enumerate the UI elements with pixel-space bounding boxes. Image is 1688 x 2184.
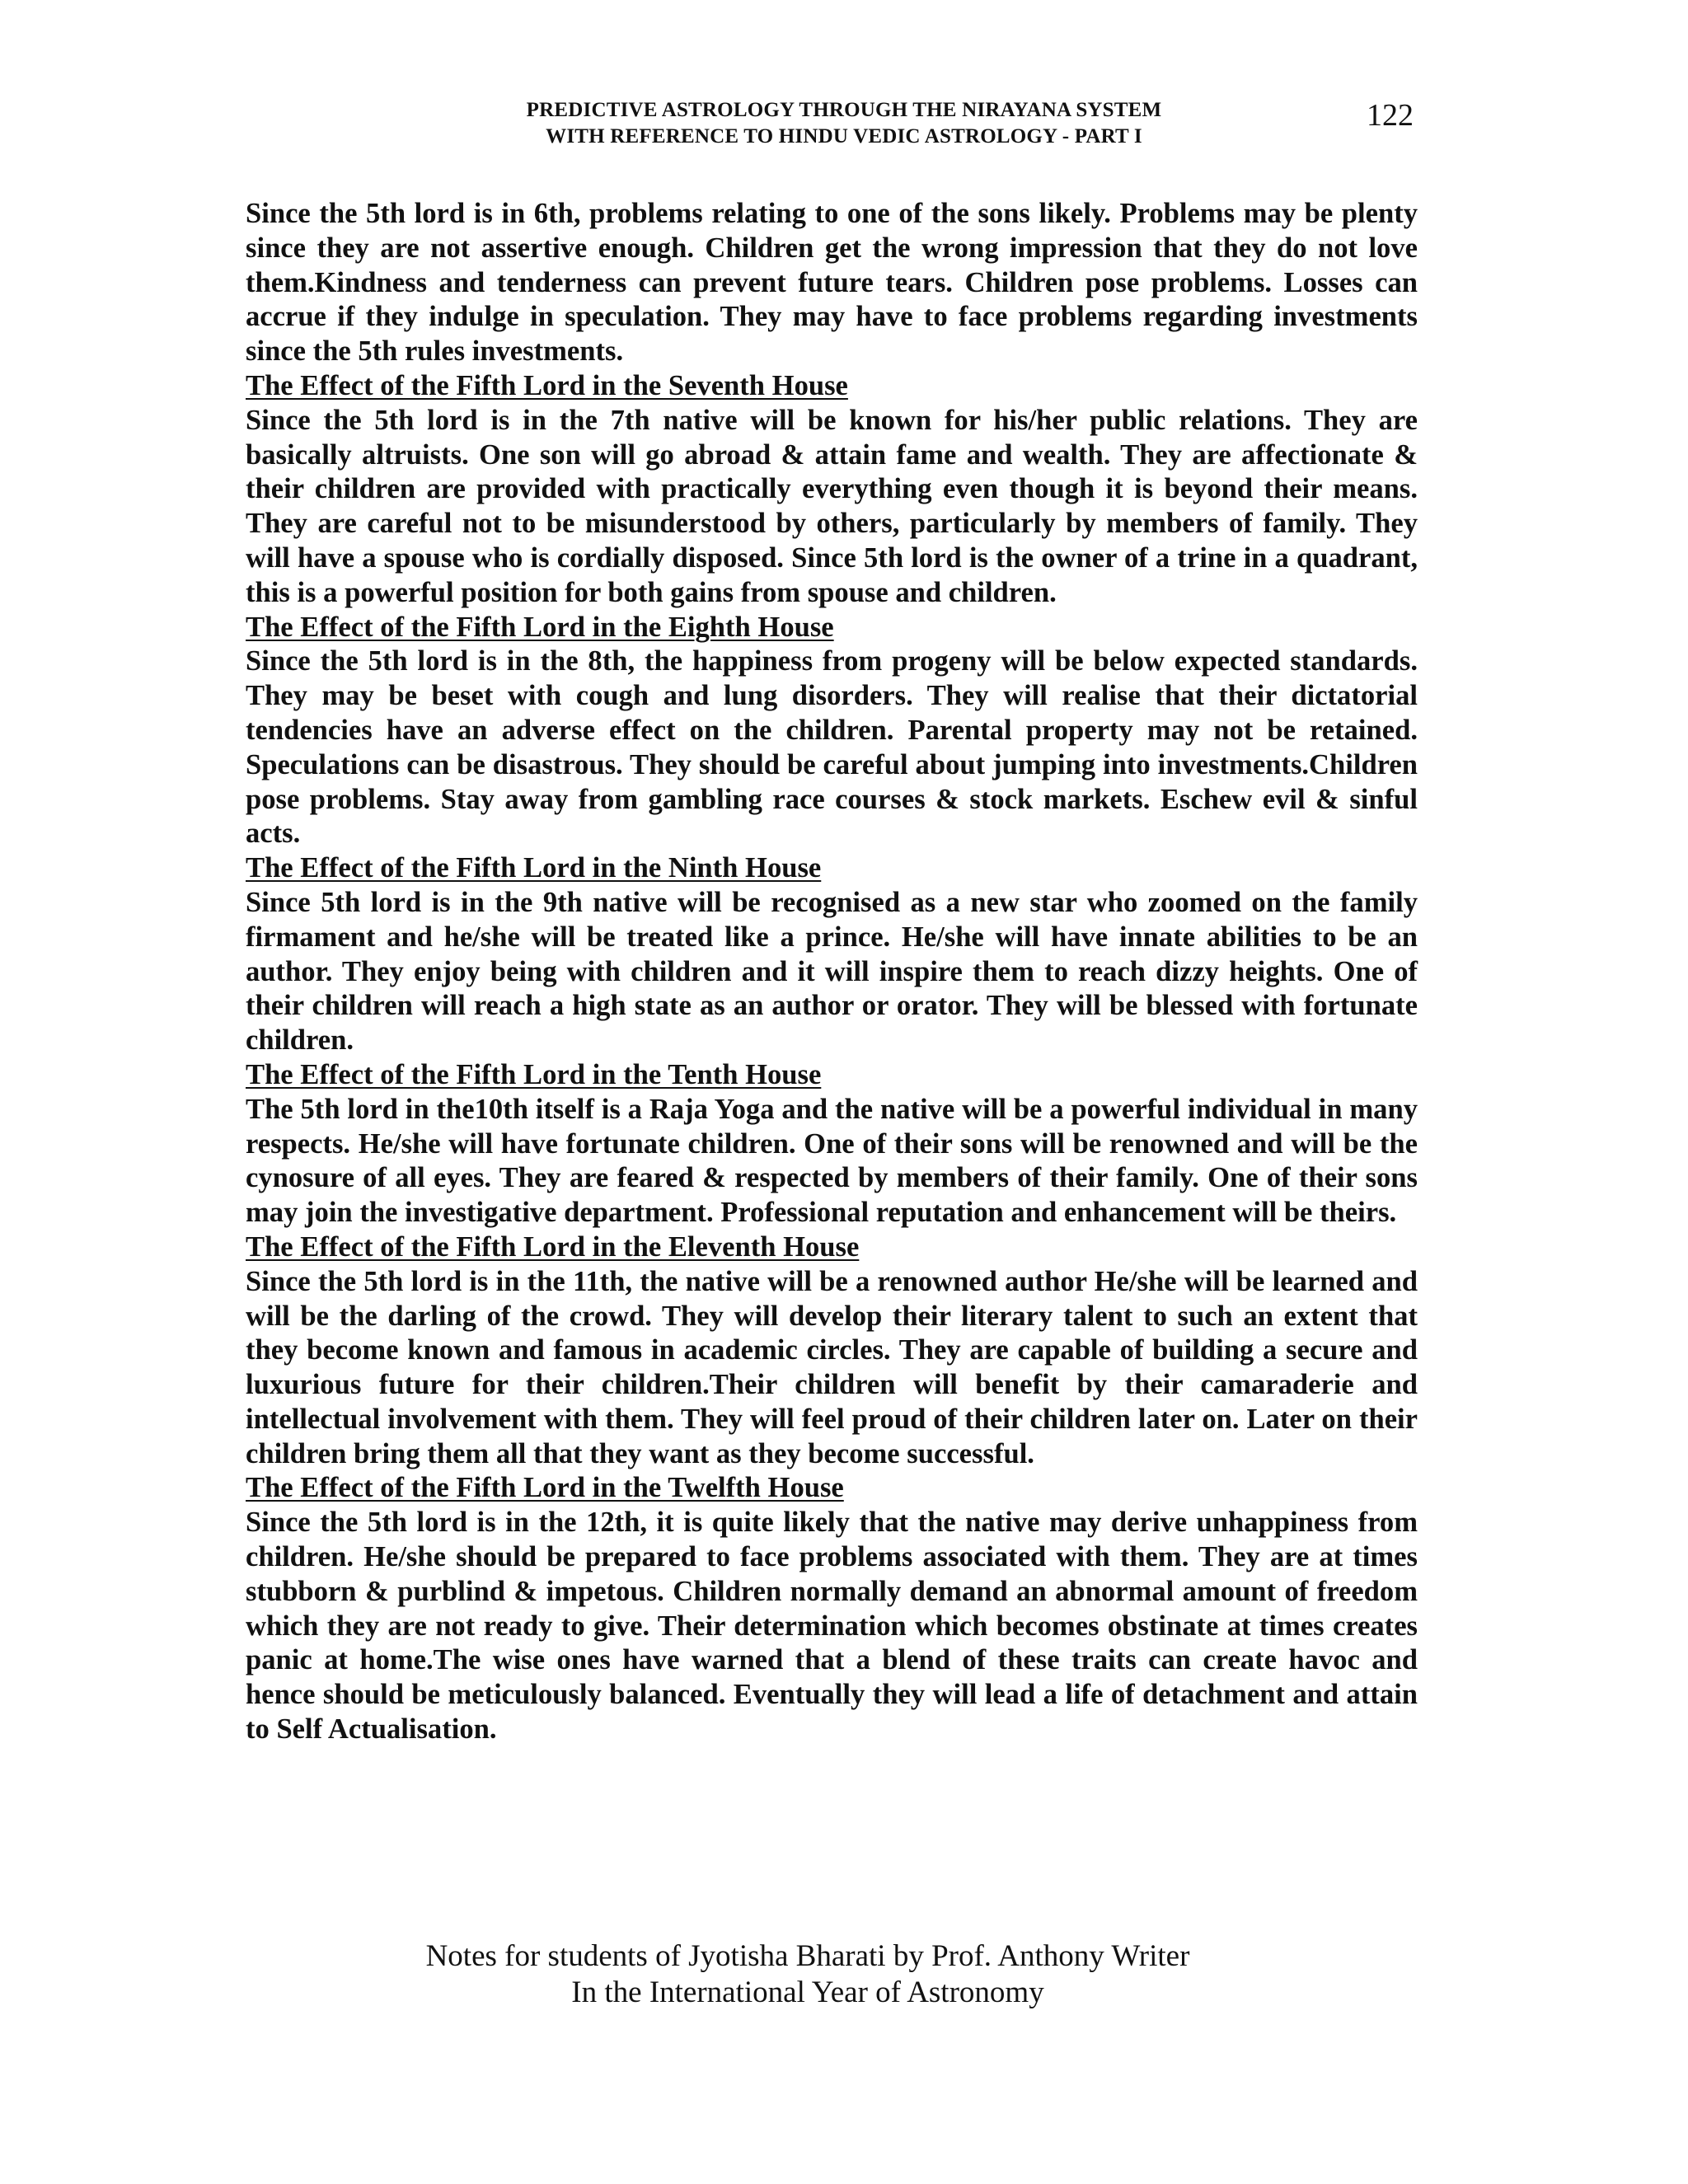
section-heading: The Effect of the Fifth Lord in the Eleventh House xyxy=(246,1230,860,1263)
page-number: 122 xyxy=(1367,98,1414,133)
section-body: Since the 5th lord is in the 11th, the native will be a renowned author He/she will be learned and will be the darling of the crowd. They will develop their literary talent to such an extent that they become known and famous in academic circles. They are capable of building a secure and luxurious future for their children.Their children will benefit by their camaraderie and intellectual involvement with them. They will feel proud of their children later on. Later on their children bring them all that they want as they become successful. xyxy=(246,1265,1418,1469)
section-heading: The Effect of the Fifth Lord in the Tenth House xyxy=(246,1058,822,1090)
page-footer xyxy=(0,1938,1615,2011)
section-eighth-house xyxy=(246,611,1418,852)
section-body: Since 5th lord is in the 9th native will be recognised as a new star who zoomed on the family firmament and he/she will be treated like a prince. He/she will have innate abilities to be an author. They enjoy being with children and it will inspire them to reach dizzy heights. One of their children will reach a high state as an author or orator. They will be blessed with fortunate children. xyxy=(246,886,1418,1057)
section-twelfth-house xyxy=(246,1471,1418,1746)
section-heading: The Effect of the Fifth Lord in the Eighth House xyxy=(246,611,834,643)
section-body: Since the 5th lord is in the 8th, the happiness from progeny will be below expected standards. They may be beset with cough and lung disorders. They will realise that their dictatorial tendencies have an adverse effect on the children. Parental property may not be retained. Speculations can be disastrous. They should be careful about jumping into investments.Children pose problems. Stay away from gambling race courses & stock markets. Eschew evil & sinful acts. xyxy=(246,645,1418,850)
section-ninth-house xyxy=(246,851,1418,1058)
section-seventh-house xyxy=(246,369,1418,611)
intro-paragraph: Since the 5th lord is in 6th, problems relating to one of the sons likely. Problems may be plenty since they are not assertive enough. Children get the wrong impression that they do not love them.Kindness and tenderness can prevent future tears. Children pose problems. Losses can accrue if they indulge in speculation. They may have to face problems regarding investments since the 5th rules investments. xyxy=(246,198,1418,368)
running-header xyxy=(0,97,1688,150)
section-body: The 5th lord in the10th itself is a Raja Yoga and the native will be a powerful individual in many respects. He/she will have fortunate children. One of their sons will be renowned and will be the cynosure of all eyes. They are feared & respected by members of their family. One of their sons may join the investigative department. Professional reputation and enhancement will be theirs. xyxy=(246,1093,1418,1229)
section-heading: The Effect of the Fifth Lord in the Ninth House xyxy=(246,852,822,884)
footer-line-1: Notes for students of Jyotisha Bharati by Prof. Anthony Writer xyxy=(425,1939,1190,1973)
section-body: Since the 5th lord is in the 7th native will be known for his/her public relations. They are basically altruists. One son will go abroad & attain fame and wealth. They are affectionate & their children are provided with practically everything even though it is beyond their means. They are careful not to be misunderstood by others, particularly by members of family. They will have a spouse who is cordially disposed. Since 5th lord is the owner of a trine in a quadrant, this is a powerful position for both gains from spouse and children. xyxy=(246,404,1418,608)
header-title-line-1: PREDICTIVE ASTROLOGY THROUGH THE NIRAYANA SYSTEM xyxy=(526,99,1162,121)
section-tenth-house xyxy=(246,1058,1418,1230)
section-body: Since the 5th lord is in the 12th, it is quite likely that the native may derive unhappiness from children. He/she should be prepared to face problems associated with them. They are at times stubborn & purblind & impetous. Children normally demand an abnormal amount of freedom which they are not ready to give. Their determination which becomes obstinate at times creates panic at home.The wise ones have warned that a blend of these traits can create havoc and hence should be meticulously balanced. Eventually they will lead a life of detachment and attain to Self Actualisation. xyxy=(246,1507,1418,1746)
section-heading: The Effect of the Fifth Lord in the Twelfth House xyxy=(246,1472,844,1504)
section-heading: The Effect of the Fifth Lord in the Seventh House xyxy=(246,369,848,401)
section-eleventh-house xyxy=(246,1230,1418,1472)
main-content xyxy=(246,197,1418,1747)
header-title-line-2: WITH REFERENCE TO HINDU VEDIC ASTROLOGY - PART I xyxy=(546,125,1142,148)
footer-line-2: In the International Year of Astronomy xyxy=(571,1975,1044,2009)
